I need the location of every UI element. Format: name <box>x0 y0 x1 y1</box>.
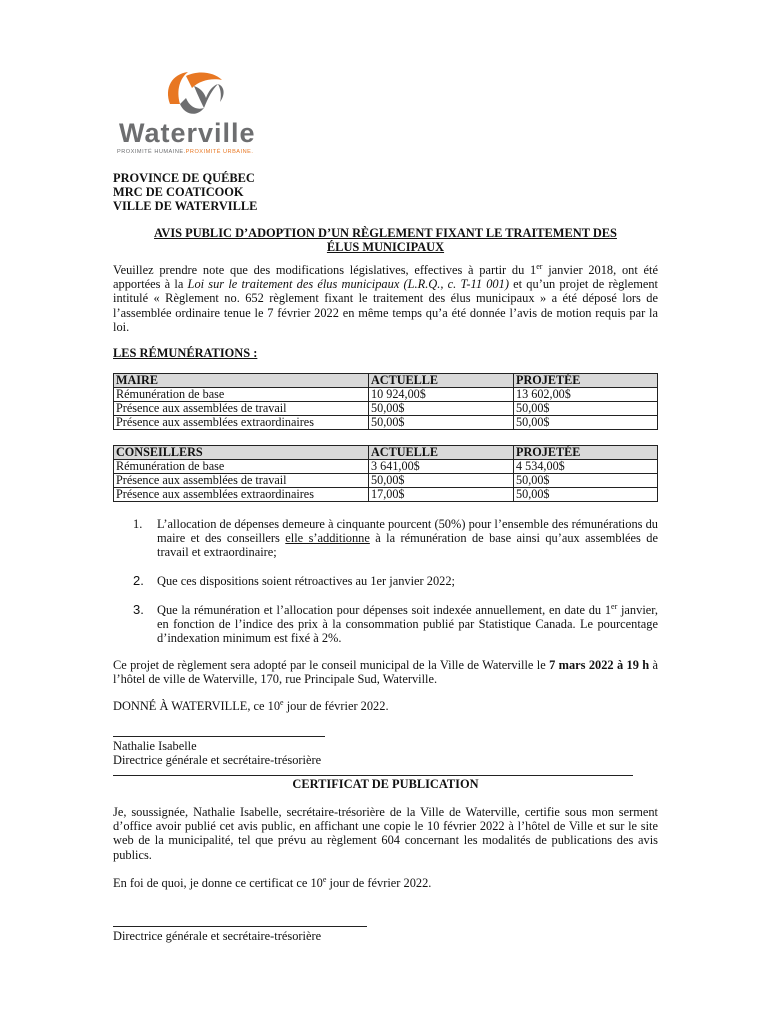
intro-paragraph <box>113 263 658 334</box>
table-cell: 4 534,00$ <box>514 460 658 474</box>
logo-tagline <box>117 148 253 156</box>
signature-line <box>113 736 325 737</box>
table-header-cell: PROJETÉE <box>514 446 658 460</box>
certificat-title: CERTIFICAT DE PUBLICATION <box>292 777 479 791</box>
table-cell: Présence aux assemblées de travail <box>114 474 369 488</box>
table-cell: Rémunération de base <box>114 460 369 474</box>
law-reference: Loi sur le traitement des élus municipaux (L.R.Q., c. T-11 001) <box>187 277 509 292</box>
table-cell: 10 924,00$ <box>369 388 514 402</box>
header-ville: VILLE DE WATERVILLE <box>113 199 258 214</box>
table-cell: Présence aux assemblées extraordinaires <box>114 488 369 502</box>
table-cell: 50,00$ <box>369 416 514 430</box>
list-item3-text-a: Que la rémunération et l’allocation pour dépenses soit indexée annuellement, en date du 1 <box>157 603 612 617</box>
adoption-date: 7 mars 2022 à 19 h <box>549 658 650 672</box>
table-cell: 50,00$ <box>514 402 658 416</box>
list-item1-underlined: elle s’additionne <box>285 531 370 546</box>
table-header-cell: CONSEILLERS <box>114 446 369 460</box>
signature-block <box>113 739 658 767</box>
list-item-text: Que ces dispositions soient rétroactives au 1er janvier 2022; <box>157 574 455 588</box>
table-cell: Rémunération de base <box>114 388 369 402</box>
table-header-row <box>114 374 658 388</box>
table-header-row <box>114 446 658 460</box>
table-cell: 50,00$ <box>514 488 658 502</box>
foi-line <box>113 876 658 890</box>
donne-text-a: DONNÉ À WATERVILLE, ce 10 <box>113 699 281 713</box>
remunerations-heading: LES RÉMUNÉRATIONS : <box>113 346 258 360</box>
list-number: 3. <box>133 602 144 617</box>
table-cell: 50,00$ <box>514 416 658 430</box>
table-cell: 50,00$ <box>369 474 514 488</box>
signatory-name: Nathalie Isabelle <box>113 739 197 753</box>
maire-table <box>113 373 658 430</box>
conseillers-table <box>113 445 658 502</box>
table-row <box>114 488 658 502</box>
list-item1-text-a: L’allocation de dépenses demeure à cinquante pourcent (50%) pour l’ensemble des rémunérations du maire et des conseillers <box>157 517 658 546</box>
notice-title-line1: AVIS PUBLIC D’ADOPTION D’UN RÈGLEMENT FIXANT LE TRAITEMENT DES <box>154 226 617 240</box>
section-divider <box>113 775 633 776</box>
adoption-paragraph <box>113 658 658 686</box>
signatory-role: Directrice générale et secrétaire-trésorière <box>113 929 322 943</box>
table-cell: 13 602,00$ <box>514 388 658 402</box>
header-mrc: MRC DE COATICOOK <box>113 185 244 200</box>
list-number: 1. <box>133 517 143 531</box>
signature-line <box>113 926 367 927</box>
table-row <box>114 388 658 402</box>
table-cell: 50,00$ <box>369 402 514 416</box>
waterville-emblem-icon <box>158 68 236 124</box>
table-row <box>114 402 658 416</box>
adoption-text-b: à l’hôtel de ville de Waterville, 170, rue Principale Sud, Waterville. <box>113 658 658 687</box>
donne-text-b: jour de février 2022. <box>283 699 389 713</box>
header-province: PROVINCE DE QUÉBEC <box>113 171 255 185</box>
list-item1-text-b: à la rémunération de base ainsi qu’aux assemblées de travail et extraordinaire; <box>157 531 658 560</box>
table-cell: Présence aux assemblées extraordinaires <box>114 416 369 430</box>
list-item-text <box>157 603 658 646</box>
logo-tagline-part1: PROXIMITÉ HUMAINE. <box>117 149 186 155</box>
notice-title <box>113 226 658 254</box>
list-number: 2. <box>133 573 144 588</box>
table-header-cell: ACTUELLE <box>369 446 514 460</box>
intro-sup: er <box>536 261 543 271</box>
table-header-cell: PROJETÉE <box>514 374 658 388</box>
notice-title-line2: ÉLUS MUNICIPAUX <box>326 240 445 255</box>
list-item3-text-b: janvier, en fonction de l’indice des prix à la consommation publié par Statistique Canada. Le pourcentage d’indexation minimum est fixé à 2%. <box>157 603 658 646</box>
list-item-text <box>157 517 658 560</box>
logo-wordmark: Waterville <box>119 118 256 148</box>
signatory-role: Directrice générale et secrétaire-trésorière <box>113 753 322 768</box>
intro-text-3: et qu’un projet de règlement intitulé « Règlement no. 652 règlement fixant le traitement des élus municipaux » a été déposé lors de l’assemblée ordinaire tenue le 7 février 2022 en même temps qu’a été donnée l’avis de motion requis par la loi. <box>113 277 658 334</box>
logo-tagline-part2: PROXIMITÉ URBAINE. <box>185 149 254 155</box>
table-header-cell: MAIRE <box>114 374 369 388</box>
intro-text-2: janvier 2018, ont été apportées à la <box>113 263 658 292</box>
donne-line <box>113 699 658 713</box>
list-item3-sup: er <box>611 601 618 611</box>
table-cell: 50,00$ <box>514 474 658 488</box>
table-row <box>114 474 658 488</box>
foi-sup: e <box>322 874 327 884</box>
foi-text-a: En foi de quoi, je donne ce certificat ce 10 <box>113 876 323 890</box>
table-header-cell: ACTUELLE <box>369 374 514 388</box>
intro-text-1: Veuillez prendre note que des modifications législatives, effectives à partir du 1 <box>113 263 537 277</box>
table-row <box>114 460 658 474</box>
table-row <box>114 416 658 430</box>
table-cell: 3 641,00$ <box>369 460 514 474</box>
donne-sup: e <box>280 697 284 707</box>
certificat-paragraph: Je, soussignée, Nathalie Isabelle, secrétaire-trésorière de la Ville de Waterville, certifie sous mon serment d’office avoir publié cet avis public, en affichant une copie le 10 février 2022 à l’hôtel de Ville et sur le site web de la municipalité, tel que prévu au règlement 604 concernant les modalités de publications des avis publics. <box>113 805 658 862</box>
foi-text-b: jour de février 2022. <box>326 876 432 890</box>
waterville-logo <box>113 68 303 158</box>
document-header <box>113 171 257 214</box>
adoption-text-a: Ce projet de règlement sera adopté par le conseil municipal de la Ville de Waterville le <box>113 658 550 672</box>
table-cell: 17,00$ <box>369 488 514 502</box>
table-cell: Présence aux assemblées de travail <box>114 402 369 416</box>
